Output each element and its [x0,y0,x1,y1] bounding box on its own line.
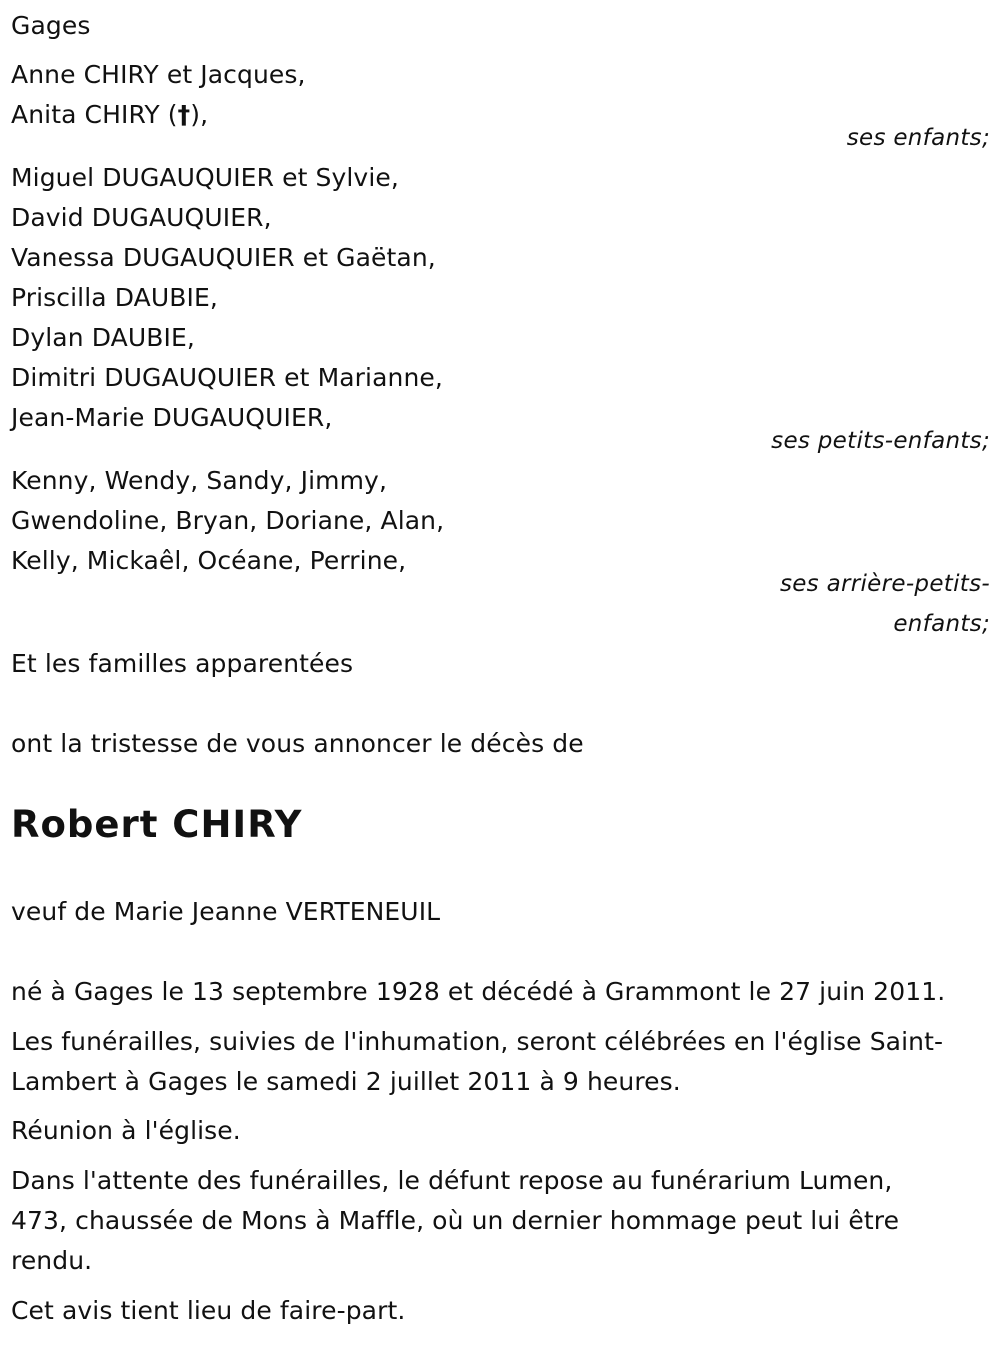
grandchild-line: Priscilla DAUBIE, [11,283,218,312]
child-name-anita: Anita CHIRY ( [11,100,178,129]
grandchild-line: Miguel DUGAUQUIER et Sylvie, [11,163,399,192]
funerarium-line-1: Dans l'attente des funérailles, le défunt repose au funérarium Lumen, [11,1166,893,1195]
cross-icon: † [177,100,191,129]
role-children: ses enfants; [846,125,990,151]
meeting-line: Réunion à l'église. [11,1116,241,1145]
grandchild-line: Jean-Marie DUGAUQUIER, [11,403,333,432]
families-line: Et les familles apparentées [11,649,354,678]
funeral-line-1: Les funérailles, suivies de l'inhumation, seront célébrées en l'église Saint- [11,1027,944,1056]
widower-line: veuf de Marie Jeanne VERTENEUIL [11,897,441,926]
role-great-grandchildren-line-1: ses arrière-petits- [779,571,990,597]
grandchild-line: Vanessa DUGAUQUIER et Gaëtan, [11,243,436,272]
deceased-name: Robert CHIRY [11,803,303,846]
role-grandchildren: ses petits-enfants; [771,428,990,454]
child-line-2 [11,95,208,135]
birth-death-line: né à Gages le 13 septembre 1928 et décédé à Grammont le 27 juin 2011. [11,977,946,1006]
announcement-line: ont la tristesse de vous annoncer le décès de [11,729,584,758]
great-grandchild-line: Gwendoline, Bryan, Doriane, Alan, [11,506,445,535]
grandchild-line: David DUGAUQUIER, [11,203,272,232]
funeral-line-2: Lambert à Gages le samedi 2 juillet 2011 à 9 heures. [11,1067,681,1096]
grandchild-line: Dimitri DUGAUQUIER et Marianne, [11,363,443,392]
funerarium-line-2: 473, chaussée de Mons à Maffle, où un dernier hommage peut lui être [11,1206,900,1235]
child-name-suffix: ), [190,100,209,129]
funerarium-line-3: rendu. [11,1246,93,1275]
place-heading: Gages [11,11,91,40]
grandchild-line: Dylan DAUBIE, [11,323,195,352]
role-great-grandchildren-line-2: enfants; [893,611,990,637]
great-grandchild-line: Kenny, Wendy, Sandy, Jimmy, [11,466,388,495]
child-line-1: Anne CHIRY et Jacques, [11,60,306,89]
great-grandchild-line: Kelly, Mickaêl, Océane, Perrine, [11,546,407,575]
notice-line: Cet avis tient lieu de faire-part. [11,1296,406,1325]
